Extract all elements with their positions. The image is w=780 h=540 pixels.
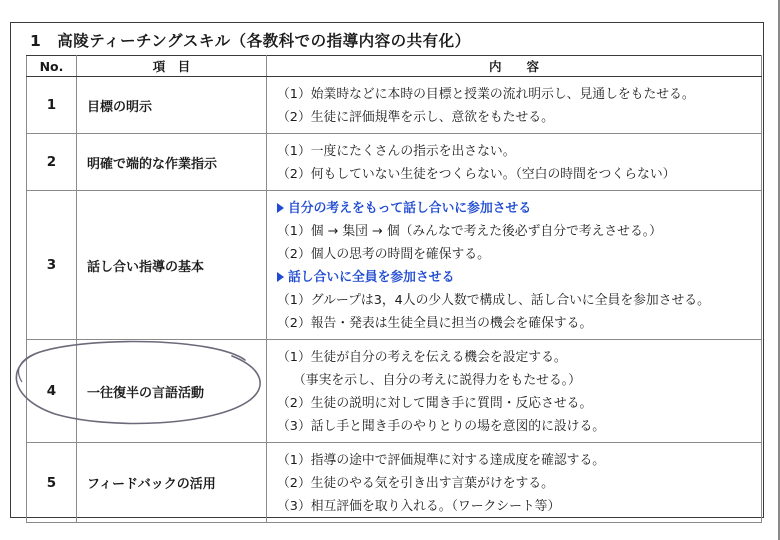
- content-line: [277, 392, 753, 415]
- table-row: [27, 134, 762, 191]
- table-row: [27, 191, 762, 340]
- header-item: 項 目: [77, 56, 267, 77]
- table-row: [27, 443, 762, 523]
- row-item: 明確で端的な作業指示: [77, 134, 267, 191]
- content-text: （3）話し手と聞き手のやりとりの場を意図的に設ける。: [277, 419, 606, 434]
- triangle-bullet-icon: [277, 203, 284, 213]
- header-content: 内 容: [267, 56, 762, 77]
- content-line: [277, 495, 753, 518]
- content-line: [277, 243, 753, 266]
- row-content: [267, 443, 762, 523]
- content-text: （事実を示し、自分の考えに説得力をもたせる。）: [293, 373, 581, 388]
- table-header-row: [27, 56, 762, 77]
- content-line: [277, 312, 753, 335]
- content-text: （1）グループは3，4人の少人数で構成し、話し合いに全員を参加させる。: [277, 293, 710, 308]
- content-text: （2）個人の思考の時間を確保する。: [277, 247, 490, 262]
- row-number: 4: [27, 340, 77, 443]
- table-row: [27, 340, 762, 443]
- content-text: （3）相互評価を取り入れる。（ワークシート等）: [277, 499, 561, 514]
- content-line: [277, 163, 753, 186]
- content-line: [277, 346, 753, 369]
- content-text: （1）始業時などに本時の目標と授業の流れ明示し、見通しをもたせる。: [277, 87, 695, 102]
- row-item: 目標の明示: [77, 77, 267, 134]
- content-line: [277, 449, 753, 472]
- content-text: （2）生徒の説明に対して聞き手に質問・反応させる。: [277, 396, 593, 411]
- content-line: [277, 106, 753, 129]
- row-content: [267, 191, 762, 340]
- content-line: [277, 472, 753, 495]
- content-text: （2）何もしていない生徒をつくらない。（空白の時間をつくらない）: [277, 167, 676, 182]
- row-content: [267, 134, 762, 191]
- row-item: 一往復半の言語活動: [77, 340, 267, 443]
- section-title-text: 高陵ティーチングスキル（各教科での指導内容の共有化）: [57, 32, 471, 50]
- section-title: [30, 29, 471, 51]
- content-text: （1）生徒が自分の考えを伝える機会を設定する。: [277, 350, 567, 365]
- row-number: 1: [27, 77, 77, 134]
- content-line: [277, 289, 753, 312]
- content-text: （2）生徒に評価規準を示し、意欲をもたせる。: [277, 110, 554, 125]
- content-line: [277, 220, 753, 243]
- header-no: No.: [27, 56, 77, 77]
- row-item: 話し合い指導の基本: [77, 191, 267, 340]
- content-subheading: [277, 266, 753, 289]
- row-number: 2: [27, 134, 77, 191]
- skills-table: [26, 55, 762, 523]
- content-line: [277, 369, 753, 392]
- triangle-bullet-icon: [277, 272, 284, 282]
- row-number: 3: [27, 191, 77, 340]
- section-number: 1: [30, 32, 42, 50]
- content-text: （1）一度にたくさんの指示を出さない。: [277, 144, 516, 159]
- content-text: （2）生徒のやる気を引き出す言葉がけをする。: [277, 476, 554, 491]
- content-text: 自分の考えをもって話し合いに参加させる: [288, 201, 532, 216]
- row-item: フィードバックの活用: [77, 443, 267, 523]
- content-line: [277, 140, 753, 163]
- row-content: [267, 77, 762, 134]
- content-subheading: [277, 197, 753, 220]
- row-number: 5: [27, 443, 77, 523]
- content-text: （2）報告・発表は生徒全員に担当の機会を確保する。: [277, 316, 593, 331]
- row-content: [267, 340, 762, 443]
- content-text: （1）個 → 集団 → 個（みんなで考えた後必ず自分で考えさせる。）: [277, 224, 662, 239]
- content-line: [277, 415, 753, 438]
- content-text: （1）指導の途中で評価規準に対する達成度を確認する。: [277, 453, 606, 468]
- content-line: [277, 83, 753, 106]
- content-text: 話し合いに全員を参加させる: [288, 270, 455, 285]
- table-row: [27, 77, 762, 134]
